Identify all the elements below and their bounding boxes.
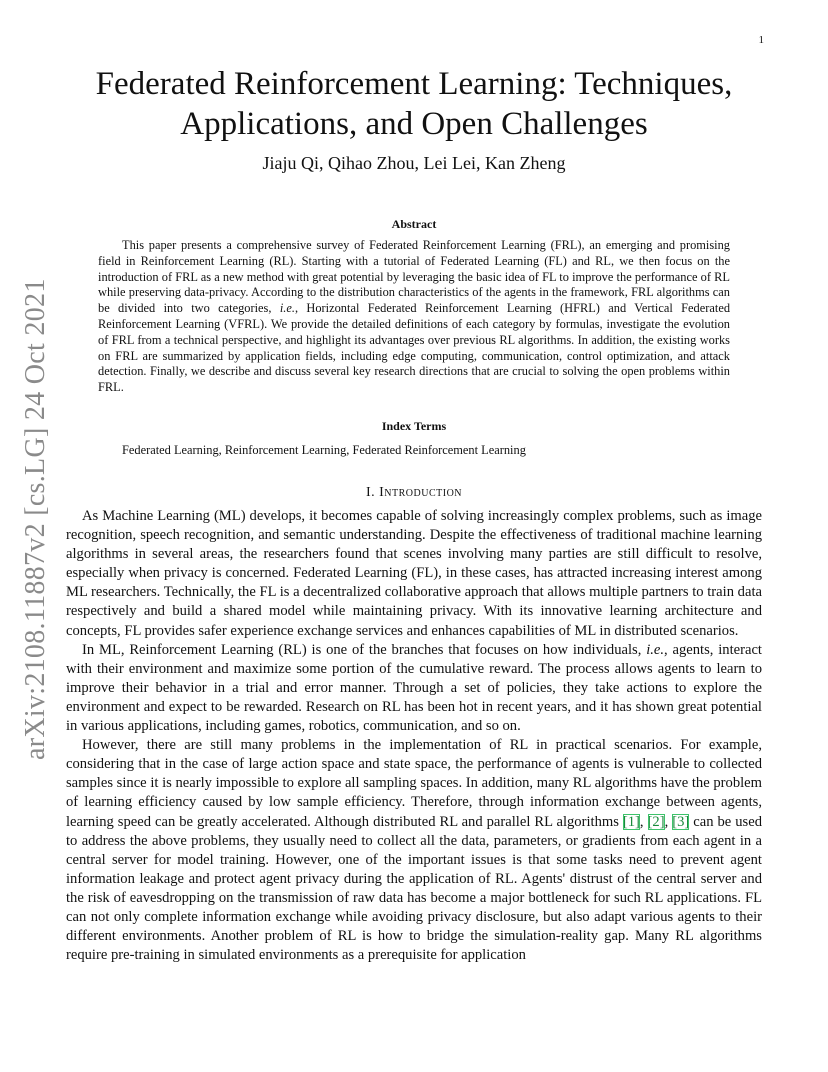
author-list: Jiaju Qi, Qihao Zhou, Lei Lei, Kan Zheng xyxy=(262,153,566,173)
body-text xyxy=(66,507,762,965)
paragraph-1: As Machine Learning (ML) develops, it becomes capable of solving increasingly complex problems, such as image recognition, speech recognition, and semantic understanding. Despite the effectiveness of traditional machine learning algorithms in several areas, the researchers found that scenes involving many parties are still difficult to resolve, especially when privacy is concerned. Federated Learning (FL), in these cases, has attracted increasing interest among ML researchers. Technically, the FL is a decentralized collaborative approach that allows multiple partners to train data respectively and build a shared model while maintaining privacy. With its innovative learning architecture and concepts, FL provides safer experience exchange services and enhances capabilities of ML in distributed scenarios. xyxy=(66,508,762,639)
citation-link-3[interactable]: [3] xyxy=(672,813,690,830)
paragraph-2 xyxy=(66,641,762,736)
section-title: Introduction xyxy=(379,485,463,500)
section-number: I. xyxy=(365,485,376,500)
abstract-text xyxy=(98,238,730,396)
index-terms-heading: Index Terms xyxy=(381,419,447,433)
citation-separator: , xyxy=(639,813,648,830)
abstract-ie: i.e. xyxy=(279,301,295,316)
citation-link-2[interactable]: [2] xyxy=(647,813,665,830)
abstract-text-part-1: This paper presents a comprehensive survey of Federated Reinforcement Learning (FRL), an emerging and promising field in Reinforcement Learning (RL). Starting with a tutorial of Federated Learning (FL) and RL, we then focus on the introduction of FRL as a new method with great potential by leveraging the basic idea of FL to improve the performance of RL while preserving data-privacy. According to the distribution characteristics of the agents in the framework, FRL algorithms can be divided into two categories, xyxy=(98,238,730,316)
index-terms-text: Federated Learning, Reinforcement Learning, Federated Reinforcement Learning xyxy=(122,443,526,457)
title-line-1: Federated Reinforcement Learning: Techniques, xyxy=(95,66,733,102)
paragraph-2-part-1: In ML, Reinforcement Learning (RL) is one of the branches that focuses on how individuals, xyxy=(82,641,647,658)
paragraph-2-ie: i.e. xyxy=(646,641,665,658)
paragraph-3-part-2: can be used to address the above problems, they usually need to collect all the data, parameters, or gradients from each agent in a central server for model training. However, one of the important issues is that some tasks need to prevent agent information leakage and protect agent privacy during the application of RL. Agents' distrust of the central server and the risk of eavesdropping on the transmission of raw data has become a major bottleneck for such RL applications. FL can not only complete information exchange while avoiding privacy disclosure, but also adapt various agents to their different environments. Another problem of RL is how to bridge the simulation-reality gap. Many RL algorithms require pre-training in simulated environments as a prerequisite for application xyxy=(66,813,763,964)
paragraph-3-part-1: However, there are still many problems in the implementation of RL in practical scenarios. For example, considering that in the case of large action space and state space, the performance of agents is vulnerable to collected samples since it is nearly impossible to explore all sampling spaces. In addition, many RL algorithms have the problem of learning efficiency caused by low sample efficiency. Therefore, through information exchange between agents, learning speed can be greatly accelerated. Although distributed RL and parallel RL algorithms xyxy=(66,737,762,830)
citation-link-1[interactable]: [1] xyxy=(622,813,640,830)
paragraph-2-part-2: , agents, interact with their environment and maximize some portion of the cumulative reward. The process allows agents to learn to improve their behavior in a trial and error manner. Through a set of policies, they take actions to explore the environment and expect to be rewarded. Research on RL has been hot in recent years, and it has shown great potential in various applications, including games, robotics, communication, and so on. xyxy=(66,641,762,735)
arxiv-identifier-stamp: arXiv:2108.11887v2 [cs.LG] 24 Oct 2021 xyxy=(20,278,51,760)
page-number: 1 xyxy=(758,34,764,46)
paper-title xyxy=(60,64,768,144)
title-line-2: Applications, and Open Challenges xyxy=(180,106,648,142)
section-heading-introduction xyxy=(60,485,768,501)
abstract-text-part-2: , Horizontal Federated Reinforcement Learning (HFRL) and Vertical Federated Reinforcement Learning (VFRL). We provide the detailed definitions of each category by formulas, investigate the evolution of FRL from a technical perspective, and highlight its advantages over previous RL algorithms. In addition, the existing works on FRL are summarized by application fields, including edge computing, communication, control optimization, and attack detection. Finally, we describe and discuss several key research directions that are crucial to solving the open problems within FRL. xyxy=(98,301,731,395)
citation-separator: , xyxy=(664,813,673,830)
paragraph-3 xyxy=(66,736,762,965)
abstract-heading: Abstract xyxy=(391,217,437,231)
